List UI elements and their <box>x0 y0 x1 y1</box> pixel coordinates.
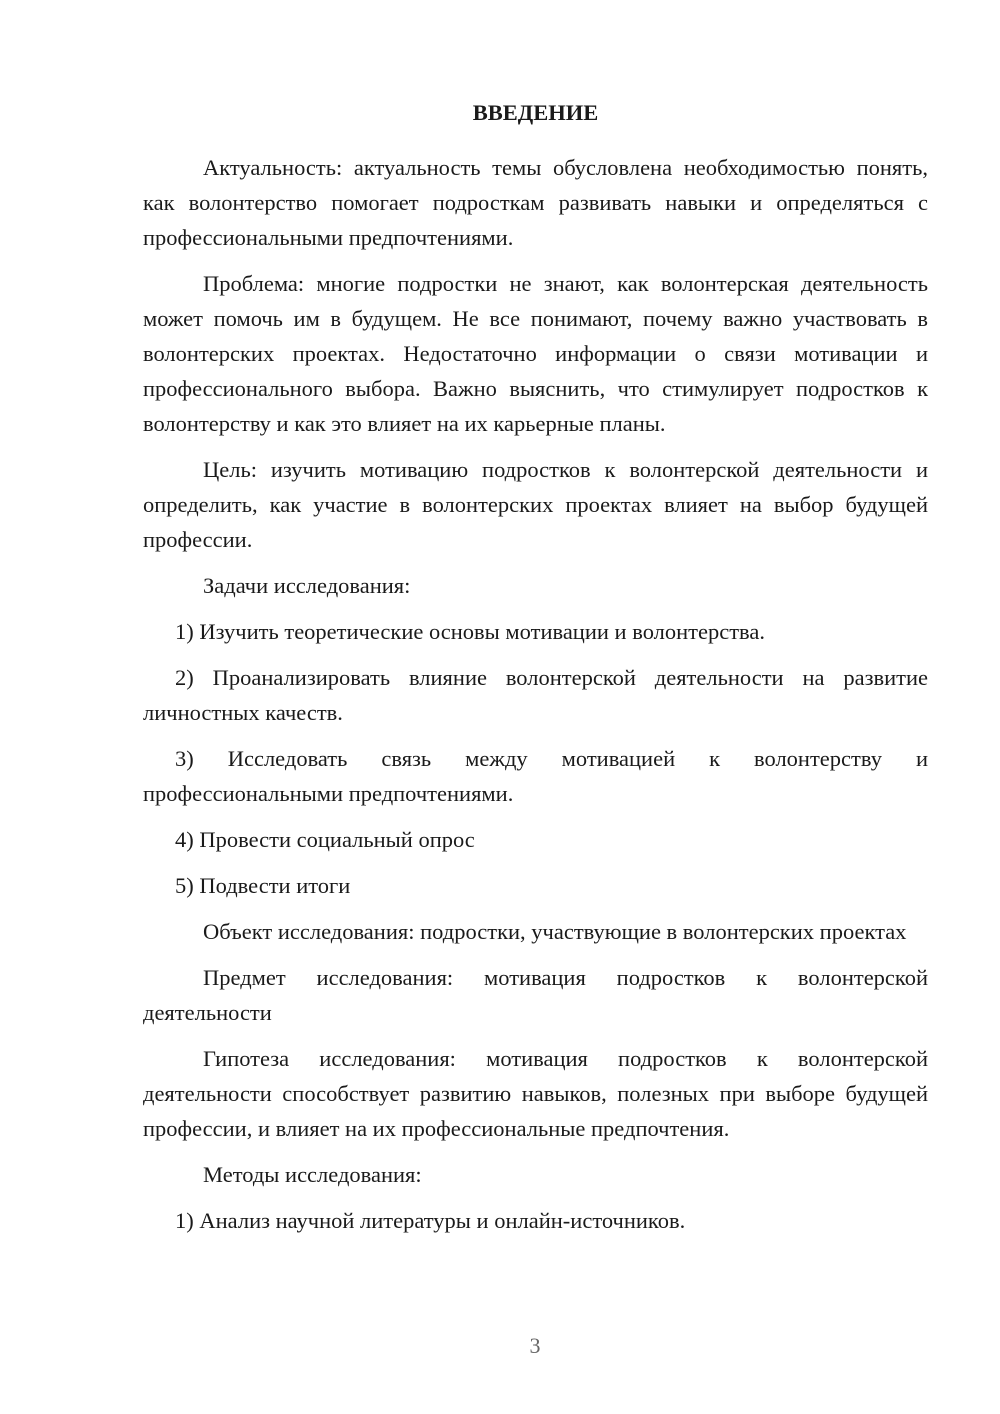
task-item-2: 2) Проанализировать влияние волонтерской деятельности на развитие личностных качеств. <box>143 665 928 725</box>
task-item-4: 4) Провести социальный опрос <box>175 827 475 852</box>
hypothesis-paragraph: Гипотеза исследования: мотивация подростков к волонтерской деятельности способствует развитию навыков, полезных при выборе будущей профессии, и влияет на их профессиональные предпочтения. <box>143 1046 928 1141</box>
document-page <box>143 95 928 1249</box>
object-paragraph: Объект исследования: подростки, участвующие в волонтерских проектах <box>203 919 907 944</box>
task-item-1: 1) Изучить теоретические основы мотивации и волонтерства. <box>175 619 765 644</box>
relevance-paragraph: Актуальность: актуальность темы обусловлена необходимостью понять, как волонтерство помогает подросткам развивать навыки и определяться с профессиональными предпочтениями. <box>143 155 928 250</box>
section-title: ВВЕДЕНИЕ <box>472 100 599 125</box>
page-number: 3 <box>529 1333 541 1358</box>
methods-heading: Методы исследования: <box>203 1162 422 1187</box>
problem-paragraph: Проблема: многие подростки не знают, как волонтерская деятельность может помочь им в будущем. Не все понимают, почему важно участвовать в волонтерских проектах. Недостаточно информации о связи мотивации и профессионального выбора. Важно выяснить, что стимулирует подростков к волонтерству и как это влияет на их карьерные планы. <box>143 271 928 436</box>
tasks-heading: Задачи исследования: <box>203 573 411 598</box>
method-item-1: 1) Анализ научной литературы и онлайн-источников. <box>175 1208 686 1233</box>
goal-paragraph: Цель: изучить мотивацию подростков к волонтерской деятельности и определить, как участие в волонтерских проектах влияет на выбор будущей профессии. <box>143 457 928 552</box>
task-item-5: 5) Подвести итоги <box>175 873 351 898</box>
task-item-3: 3) Исследовать связь между мотивацией к волонтерству и профессиональными предпочтениями. <box>143 746 928 806</box>
subject-paragraph: Предмет исследования: мотивация подростков к волонтерской деятельности <box>143 965 928 1025</box>
